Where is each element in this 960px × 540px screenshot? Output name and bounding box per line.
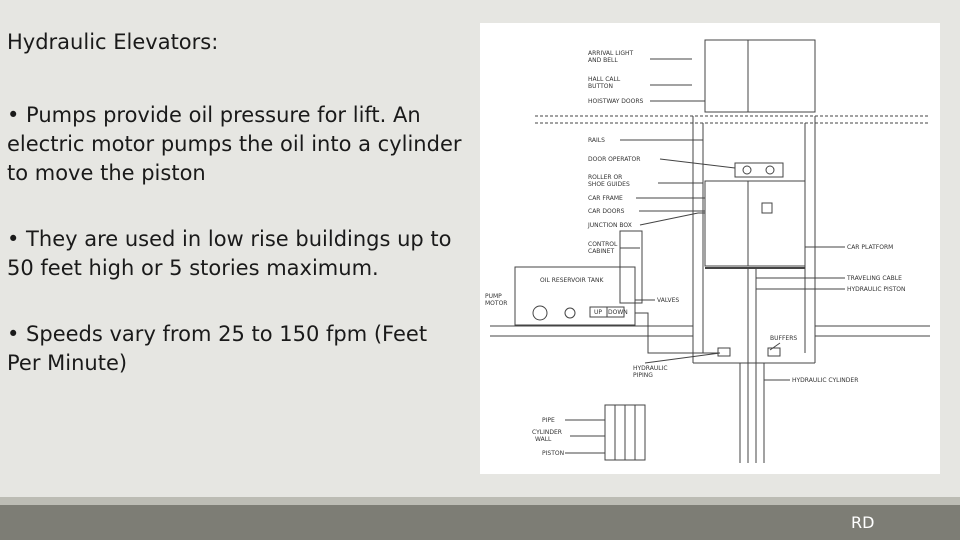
label-oil-reservoir-tank: OIL RESERVOIR TANK [540, 277, 604, 284]
label-and-bell: AND BELL [588, 57, 618, 64]
footer-label: RD [851, 513, 875, 532]
label-hydraulic: HYDRAULIC [633, 365, 668, 372]
label-shoe-guides: SHOE GUIDES [588, 181, 630, 188]
bullet-low-rise: • They are used in low rise buildings up to 50 feet high or 5 stories maximum. [7, 227, 452, 280]
label-piston: PISTON [542, 450, 565, 457]
label-buffers: BUFFERS [770, 335, 798, 342]
label-junction-box: JUNCTION BOX [588, 222, 632, 229]
label-cabinet: CABINET [588, 248, 615, 255]
label-car-doors: CAR DOORS [588, 208, 625, 215]
slide-title: Hydraulic Elevators: [7, 30, 219, 54]
label-car-platform: CAR PLATFORM [847, 244, 894, 251]
footer-accent-stripe [0, 497, 960, 505]
label-hoistway-doors: HOISTWAY DOORS [588, 98, 644, 105]
label-up: UP [594, 309, 603, 316]
buffer-right-shape [768, 348, 780, 356]
label-motor: MOTOR [485, 300, 508, 307]
hydraulic-elevator-diagram [480, 23, 940, 474]
label-rails: RAILS [588, 137, 605, 144]
label-traveling-cable: TRAVELING CABLE [847, 275, 902, 282]
label-roller-or: ROLLER OR [588, 174, 623, 181]
label-door-operator: DOOR OPERATOR [588, 156, 641, 163]
label-down: DOWN [608, 309, 628, 316]
label-car-frame: CAR FRAME [588, 195, 623, 202]
hoistway-doors-shape [705, 40, 815, 112]
diagram-drawing [480, 23, 940, 474]
label-hydraulic-piston: HYDRAULIC PISTON [847, 286, 906, 293]
slide-text-block [7, 28, 467, 415]
label-control: CONTROL [588, 241, 618, 248]
buffer-left-shape [718, 348, 730, 356]
bullet-pumps: • Pumps provide oil pressure for lift. An electric motor pumps the oil into a cylinder to move the piston [7, 103, 462, 185]
oil-reservoir-tank-shape [515, 267, 635, 325]
door-operator-shape [735, 163, 783, 177]
label-arrival-light: ARRIVAL LIGHT [588, 50, 634, 57]
label-cylinder: CYLINDER [532, 429, 562, 436]
label-button: BUTTON [588, 83, 613, 90]
label-pump: PUMP [485, 293, 502, 300]
bullet-speeds: • Speeds vary from 25 to 150 fpm (Feet Per Minute) [7, 322, 428, 375]
elevator-car-shape [705, 181, 805, 266]
label-piping: PIPING [633, 372, 653, 379]
slide-footer [0, 505, 960, 540]
label-wall: WALL [535, 436, 552, 443]
label-valves: VALVES [657, 297, 680, 304]
label-pipe: PIPE [542, 417, 555, 424]
label-hydraulic-cylinder: HYDRAULIC CYLINDER [792, 377, 859, 384]
label-hall-call: HALL CALL [588, 76, 621, 83]
